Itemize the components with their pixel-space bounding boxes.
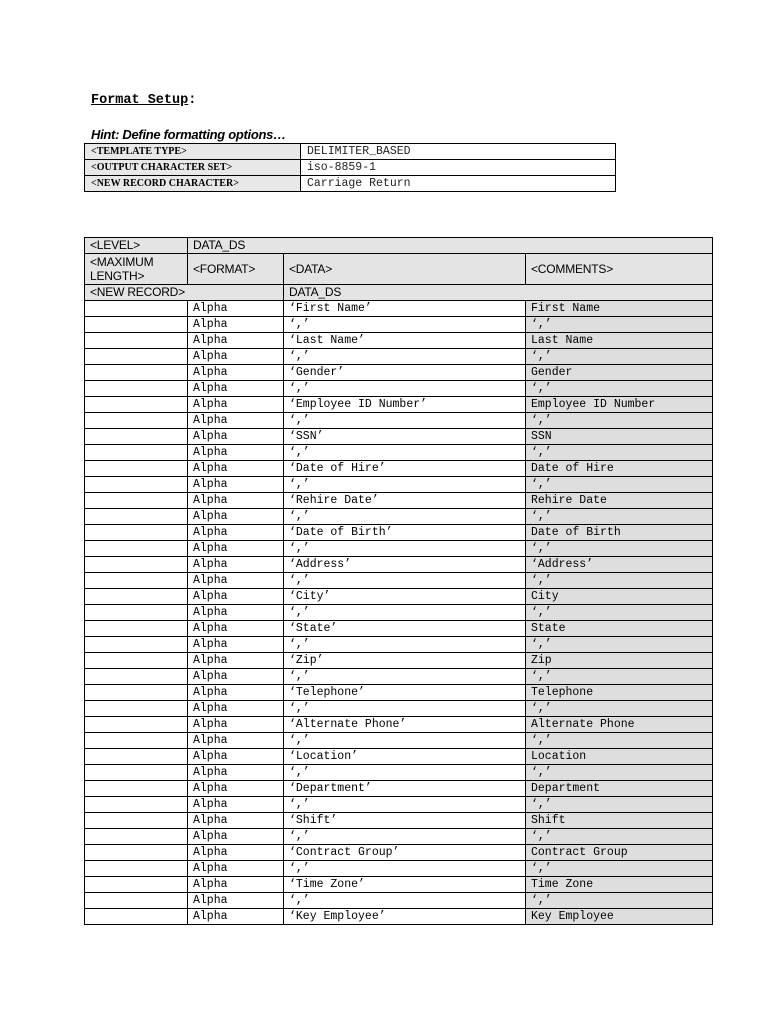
data-cell: ‘Telephone’ xyxy=(284,685,526,701)
table-row xyxy=(85,445,713,461)
format-cell: Alpha xyxy=(188,493,284,509)
data-cell: ‘Date of Birth’ xyxy=(284,525,526,541)
max-length-cell xyxy=(85,493,188,509)
comment-cell: ‘,’ xyxy=(526,893,713,909)
comment-cell: First Name xyxy=(526,301,713,317)
data-cell: ‘City’ xyxy=(284,589,526,605)
comment-cell: ‘,’ xyxy=(526,605,713,621)
setup-row-template-type xyxy=(85,144,616,160)
max-length-cell xyxy=(85,733,188,749)
level-label: <LEVEL> xyxy=(85,238,188,254)
format-cell: Alpha xyxy=(188,749,284,765)
comment-cell: ‘,’ xyxy=(526,861,713,877)
format-cell: Alpha xyxy=(188,813,284,829)
table-row xyxy=(85,637,713,653)
data-cell: ‘Last Name’ xyxy=(284,333,526,349)
format-cell: Alpha xyxy=(188,669,284,685)
comment-cell: ‘,’ xyxy=(526,541,713,557)
format-cell: Alpha xyxy=(188,909,284,925)
comment-cell: Employee ID Number xyxy=(526,397,713,413)
format-cell: Alpha xyxy=(188,797,284,813)
setup-row-output-character-set xyxy=(85,160,616,176)
comment-cell: ‘,’ xyxy=(526,733,713,749)
data-cell: ‘,’ xyxy=(284,733,526,749)
comment-cell: Telephone xyxy=(526,685,713,701)
table-row xyxy=(85,317,713,333)
max-length-cell xyxy=(85,381,188,397)
format-cell: Alpha xyxy=(188,685,284,701)
table-row xyxy=(85,909,713,925)
format-cell: Alpha xyxy=(188,333,284,349)
max-length-cell xyxy=(85,413,188,429)
max-length-cell xyxy=(85,525,188,541)
table-row xyxy=(85,765,713,781)
table-row xyxy=(85,861,713,877)
max-length-cell xyxy=(85,685,188,701)
setup-row-new-record-character xyxy=(85,176,616,192)
comment-cell: ‘,’ xyxy=(526,317,713,333)
data-cell: ‘Address’ xyxy=(284,557,526,573)
max-length-cell xyxy=(85,461,188,477)
format-cell: Alpha xyxy=(188,349,284,365)
data-cell: ‘,’ xyxy=(284,605,526,621)
format-cell: Alpha xyxy=(188,765,284,781)
new-record-label: <NEW RECORD> xyxy=(85,285,284,301)
comment-cell: ‘,’ xyxy=(526,637,713,653)
format-cell: Alpha xyxy=(188,397,284,413)
table-row xyxy=(85,877,713,893)
comment-cell: ‘,’ xyxy=(526,413,713,429)
max-length-cell xyxy=(85,557,188,573)
setup-label: <NEW RECORD CHARACTER> xyxy=(85,176,301,192)
max-length-header: <MAXIMUM LENGTH> xyxy=(85,254,188,285)
new-record-row xyxy=(85,285,713,301)
format-cell: Alpha xyxy=(188,781,284,797)
comment-cell: Alternate Phone xyxy=(526,717,713,733)
max-length-cell xyxy=(85,877,188,893)
max-length-cell xyxy=(85,365,188,381)
format-cell: Alpha xyxy=(188,413,284,429)
data-cell: ‘,’ xyxy=(284,893,526,909)
comment-cell: ‘,’ xyxy=(526,381,713,397)
format-cell: Alpha xyxy=(188,605,284,621)
table-row xyxy=(85,813,713,829)
max-length-cell xyxy=(85,605,188,621)
comment-cell: Zip xyxy=(526,653,713,669)
data-cell: ‘,’ xyxy=(284,861,526,877)
table-row xyxy=(85,605,713,621)
data-cell: ‘Key Employee’ xyxy=(284,909,526,925)
max-length-cell xyxy=(85,781,188,797)
section-heading-colon: : xyxy=(188,93,197,108)
format-cell: Alpha xyxy=(188,365,284,381)
setup-label: <TEMPLATE TYPE> xyxy=(85,144,301,160)
max-length-cell xyxy=(85,749,188,765)
data-cell: ‘Time Zone’ xyxy=(284,877,526,893)
max-length-cell xyxy=(85,829,188,845)
comment-cell: State xyxy=(526,621,713,637)
level-row xyxy=(85,238,713,254)
table-row xyxy=(85,413,713,429)
data-cell: ‘,’ xyxy=(284,381,526,397)
max-length-cell xyxy=(85,541,188,557)
table-row xyxy=(85,333,713,349)
table-row xyxy=(85,621,713,637)
max-length-cell xyxy=(85,509,188,525)
data-cell: ‘,’ xyxy=(284,349,526,365)
format-cell: Alpha xyxy=(188,621,284,637)
table-row xyxy=(85,653,713,669)
level-value: DATA_DS xyxy=(188,238,713,254)
data-cell: ‘,’ xyxy=(284,541,526,557)
data-cell: ‘,’ xyxy=(284,317,526,333)
format-cell: Alpha xyxy=(188,317,284,333)
table-row xyxy=(85,845,713,861)
max-length-cell xyxy=(85,893,188,909)
data-cell: ‘,’ xyxy=(284,765,526,781)
data-format-table xyxy=(84,237,713,925)
format-cell: Alpha xyxy=(188,525,284,541)
format-cell: Alpha xyxy=(188,653,284,669)
comment-cell: Rehire Date xyxy=(526,493,713,509)
format-header: <FORMAT> xyxy=(188,254,284,285)
section-heading-text: Format Setup xyxy=(91,93,189,108)
table-row xyxy=(85,701,713,717)
format-cell: Alpha xyxy=(188,893,284,909)
comments-header: <COMMENTS> xyxy=(526,254,713,285)
table-row xyxy=(85,541,713,557)
table-row xyxy=(85,685,713,701)
table-row xyxy=(85,717,713,733)
comment-cell: ‘,’ xyxy=(526,349,713,365)
format-cell: Alpha xyxy=(188,509,284,525)
data-cell: ‘Rehire Date’ xyxy=(284,493,526,509)
table-row xyxy=(85,301,713,317)
data-cell: ‘Employee ID Number’ xyxy=(284,397,526,413)
format-cell: Alpha xyxy=(188,429,284,445)
data-header: <DATA> xyxy=(284,254,526,285)
comment-cell: Shift xyxy=(526,813,713,829)
table-row xyxy=(85,573,713,589)
table-row xyxy=(85,525,713,541)
format-cell: Alpha xyxy=(188,381,284,397)
max-length-cell xyxy=(85,333,188,349)
table-row xyxy=(85,893,713,909)
table-row xyxy=(85,461,713,477)
table-row xyxy=(85,509,713,525)
comment-cell: ‘,’ xyxy=(526,797,713,813)
max-length-cell xyxy=(85,669,188,685)
max-length-cell xyxy=(85,573,188,589)
data-cell: ‘Alternate Phone’ xyxy=(284,717,526,733)
comment-cell: ‘,’ xyxy=(526,765,713,781)
section-heading xyxy=(91,93,196,108)
setup-value: DELIMITER_BASED xyxy=(301,144,616,160)
data-cell: ‘Date of Hire’ xyxy=(284,461,526,477)
max-length-cell xyxy=(85,349,188,365)
max-length-cell xyxy=(85,477,188,493)
data-cell: ‘,’ xyxy=(284,829,526,845)
max-length-cell xyxy=(85,445,188,461)
format-cell: Alpha xyxy=(188,733,284,749)
format-cell: Alpha xyxy=(188,829,284,845)
max-length-cell xyxy=(85,861,188,877)
comment-cell: Date of Hire xyxy=(526,461,713,477)
comment-cell: ‘,’ xyxy=(526,509,713,525)
comment-cell: Department xyxy=(526,781,713,797)
table-row xyxy=(85,349,713,365)
table-row xyxy=(85,669,713,685)
comment-cell: Gender xyxy=(526,365,713,381)
max-length-cell xyxy=(85,397,188,413)
data-cell: ‘,’ xyxy=(284,413,526,429)
table-row xyxy=(85,781,713,797)
data-cell: ‘Gender’ xyxy=(284,365,526,381)
max-length-cell xyxy=(85,797,188,813)
max-length-cell xyxy=(85,701,188,717)
table-row xyxy=(85,493,713,509)
format-cell: Alpha xyxy=(188,461,284,477)
data-cell: ‘Contract Group’ xyxy=(284,845,526,861)
data-cell: ‘,’ xyxy=(284,477,526,493)
max-length-cell xyxy=(85,301,188,317)
data-cell: ‘,’ xyxy=(284,445,526,461)
table-row xyxy=(85,749,713,765)
table-row xyxy=(85,477,713,493)
table-row xyxy=(85,397,713,413)
data-cell: ‘SSN’ xyxy=(284,429,526,445)
table-row xyxy=(85,797,713,813)
format-cell: Alpha xyxy=(188,717,284,733)
format-cell: Alpha xyxy=(188,301,284,317)
table-row xyxy=(85,381,713,397)
table-row xyxy=(85,557,713,573)
table-row xyxy=(85,733,713,749)
max-length-cell xyxy=(85,813,188,829)
max-length-cell xyxy=(85,317,188,333)
comment-cell: Time Zone xyxy=(526,877,713,893)
setup-label: <OUTPUT CHARACTER SET> xyxy=(85,160,301,176)
data-cell: ‘First Name’ xyxy=(284,301,526,317)
format-cell: Alpha xyxy=(188,573,284,589)
comment-cell: Location xyxy=(526,749,713,765)
data-cell: ‘Department’ xyxy=(284,781,526,797)
comment-cell: ‘,’ xyxy=(526,701,713,717)
comment-cell: ‘,’ xyxy=(526,669,713,685)
table-row xyxy=(85,829,713,845)
max-length-cell xyxy=(85,637,188,653)
format-cell: Alpha xyxy=(188,589,284,605)
data-cell: ‘Location’ xyxy=(284,749,526,765)
comment-cell: Contract Group xyxy=(526,845,713,861)
format-cell: Alpha xyxy=(188,445,284,461)
max-length-cell xyxy=(85,845,188,861)
format-cell: Alpha xyxy=(188,541,284,557)
data-cell: ‘State’ xyxy=(284,621,526,637)
data-cell: ‘Zip’ xyxy=(284,653,526,669)
data-cell: ‘,’ xyxy=(284,573,526,589)
format-cell: Alpha xyxy=(188,557,284,573)
table-row xyxy=(85,429,713,445)
comment-cell: ‘Address’ xyxy=(526,557,713,573)
comment-cell: ‘,’ xyxy=(526,573,713,589)
comment-cell: City xyxy=(526,589,713,605)
data-cell: ‘,’ xyxy=(284,669,526,685)
hint-text: Hint: Define formatting options… xyxy=(91,127,286,142)
column-header-row xyxy=(85,254,713,285)
comment-cell: Last Name xyxy=(526,333,713,349)
data-cell: ‘,’ xyxy=(284,509,526,525)
data-cell: ‘,’ xyxy=(284,701,526,717)
data-cell: ‘,’ xyxy=(284,637,526,653)
setup-value: iso-8859-1 xyxy=(301,160,616,176)
max-length-cell xyxy=(85,429,188,445)
comment-cell: SSN xyxy=(526,429,713,445)
format-cell: Alpha xyxy=(188,477,284,493)
new-record-value: DATA_DS xyxy=(284,285,713,301)
data-cell: ‘Shift’ xyxy=(284,813,526,829)
comment-cell: ‘,’ xyxy=(526,477,713,493)
comment-cell: Key Employee xyxy=(526,909,713,925)
setup-value: Carriage Return xyxy=(301,176,616,192)
max-length-cell xyxy=(85,717,188,733)
max-length-cell xyxy=(85,589,188,605)
format-cell: Alpha xyxy=(188,701,284,717)
table-row xyxy=(85,365,713,381)
max-length-cell xyxy=(85,765,188,781)
format-cell: Alpha xyxy=(188,877,284,893)
max-length-cell xyxy=(85,653,188,669)
data-cell: ‘,’ xyxy=(284,797,526,813)
comment-cell: ‘,’ xyxy=(526,445,713,461)
table-row xyxy=(85,589,713,605)
comment-cell: ‘,’ xyxy=(526,829,713,845)
max-length-cell xyxy=(85,621,188,637)
max-length-cell xyxy=(85,909,188,925)
format-cell: Alpha xyxy=(188,637,284,653)
format-setup-table xyxy=(84,143,616,192)
comment-cell: Date of Birth xyxy=(526,525,713,541)
format-cell: Alpha xyxy=(188,845,284,861)
format-cell: Alpha xyxy=(188,861,284,877)
